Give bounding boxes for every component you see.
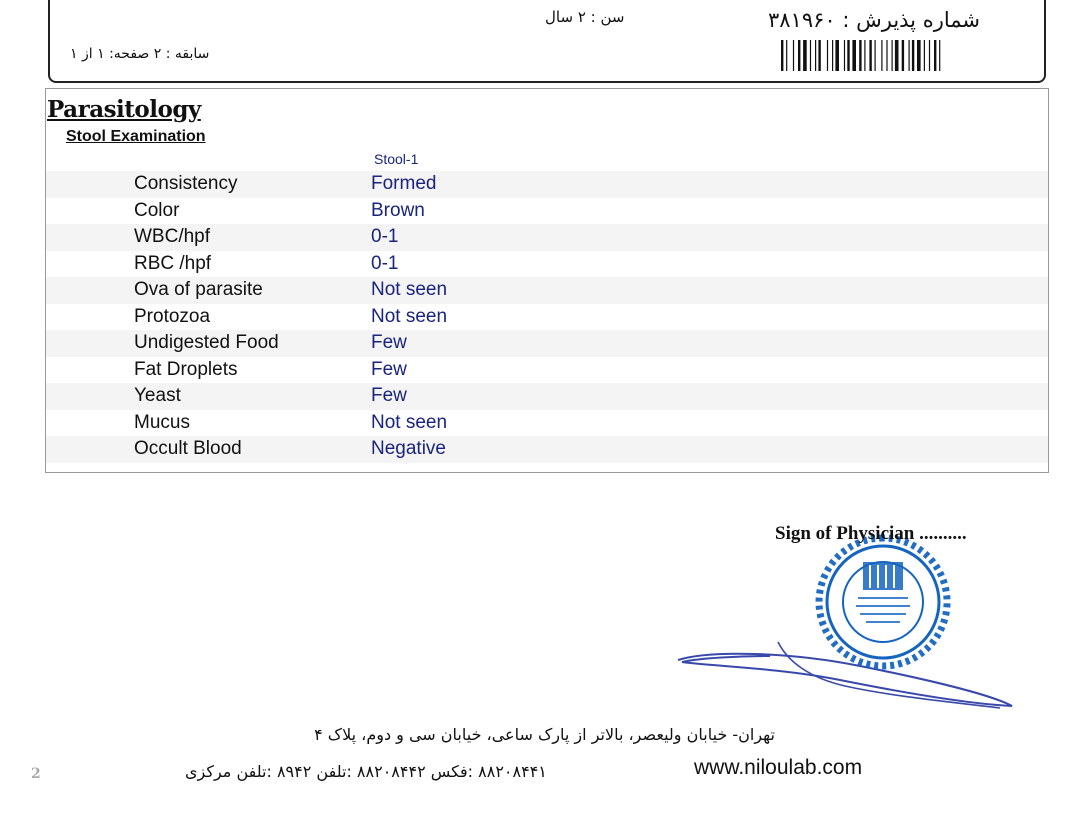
table-row [46, 198, 1048, 225]
sign-of-physician-label: Sign of Physician .......... [775, 523, 967, 544]
test-value: Not seen [371, 279, 448, 300]
test-value: Brown [371, 199, 425, 221]
test-name: RBC /hpf [134, 252, 212, 274]
lab-website-link[interactable]: www.niloulab.com [694, 756, 863, 779]
test-name: Mucus [134, 411, 190, 433]
table-row [46, 436, 1048, 463]
test-name: Occult Blood [134, 438, 242, 459]
test-name: Fat Droplets [134, 358, 238, 380]
table-row [46, 251, 1048, 278]
patient-age: سن : ۲ سال [545, 8, 625, 26]
results-table [46, 171, 1048, 463]
test-value: Formed [371, 173, 437, 194]
table-row [46, 410, 1048, 437]
test-value: Not seen [371, 411, 448, 433]
test-value: Few [371, 358, 407, 380]
test-value: 0-1 [371, 226, 399, 247]
table-row [46, 357, 1048, 384]
test-name: Ova of parasite [134, 279, 263, 300]
test-value: 0-1 [371, 252, 399, 274]
admission-number: شماره پذیرش : ۳۸۱۹۶۰ [767, 8, 980, 32]
table-row [46, 171, 1048, 198]
table-row [46, 383, 1048, 410]
test-value: Negative [371, 438, 446, 459]
test-name: Color [134, 199, 180, 221]
test-value: Few [371, 385, 407, 406]
test-name: Consistency [134, 173, 238, 194]
test-name: Protozoa [134, 305, 211, 327]
barcode [781, 40, 989, 71]
subsection-title: Stool Examination [66, 128, 206, 145]
column-header: Stool-1 [374, 151, 419, 167]
table-row [46, 224, 1048, 251]
section-title: Parasitology [47, 96, 201, 123]
history-page-info: سابقه : ۲ صفحه: ۱ از ۱ [70, 46, 210, 62]
test-value: Not seen [371, 305, 448, 327]
lab-phone-numbers: ۸۸۲۰۸۴۴۱ :فکس ۸۸۲۰۸۴۴۲ :تلفن ۸۹۴۲ :تلفن مرکزی [185, 762, 547, 781]
test-name: Yeast [134, 385, 181, 406]
table-row [46, 304, 1048, 331]
lab-address: تهران- خیابان ولیعصر، بالاتر از پارک ساعی، خیابان سی و دوم، پلاک ۴ [314, 725, 775, 744]
lab-stamp-seal [808, 532, 958, 672]
test-value: Few [371, 332, 407, 353]
page-number: 2 [31, 766, 41, 782]
table-row [46, 330, 1048, 357]
table-row [46, 277, 1048, 304]
test-name: WBC/hpf [134, 226, 211, 247]
test-name: Undigested Food [134, 332, 279, 353]
